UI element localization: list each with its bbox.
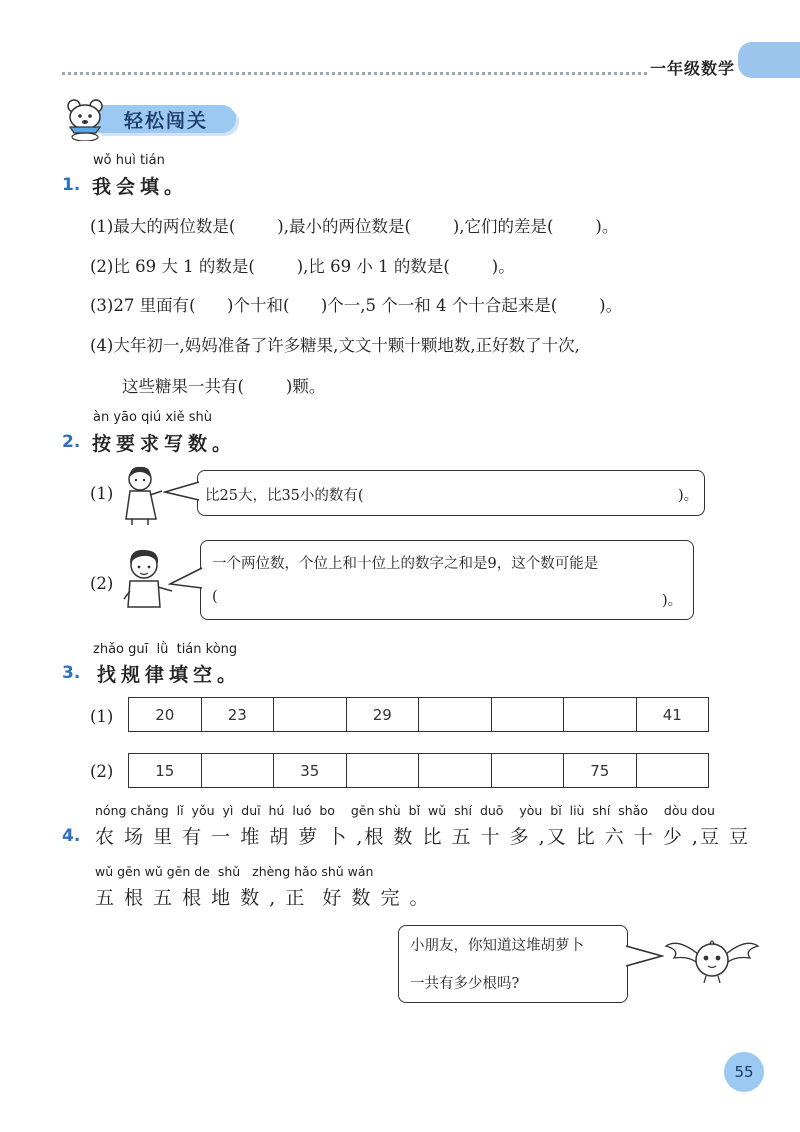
q1-number: 1. [62, 175, 81, 195]
q4-hint-bubble-tail [624, 944, 664, 968]
q3-number: 3. [62, 663, 81, 683]
q2-sub1-answer-space[interactable] [205, 501, 675, 502]
header-dotted-rule [62, 72, 647, 75]
q2-sub2-label: (2) [90, 574, 114, 593]
q2-sub2-text: 一个两位数，个位上和十位上的数字之和是9，这个数可能是 [212, 556, 599, 572]
q3-title: 找规律填空。 [97, 664, 242, 686]
q2-sub1-label: (1) [90, 484, 114, 503]
q1-item-3: (3)27 里面有( )个十和( )个一,5 个一和 4 个十合起来是( )。 [90, 296, 623, 315]
q3-row1-cell[interactable]: 20 [129, 698, 202, 732]
winged-creature-icon [664, 928, 760, 988]
q2-sub2-open: ( [212, 589, 218, 605]
q4-pinyin-line2: wǔ gēn wǔ gēn de shǔ zhèng hǎo shǔ wán [95, 864, 374, 879]
q3-row1-label: (1) [90, 707, 114, 726]
girl-figure-icon [118, 463, 168, 527]
q2-pinyin: àn yāo qiú xiě shù [93, 410, 213, 425]
q4-hint-line2: 一共有多少根吗? [410, 976, 520, 992]
q4-number: 4. [62, 826, 81, 846]
q1-pinyin: wǒ huì tián [93, 153, 165, 168]
q3-row1-cell[interactable] [564, 698, 637, 732]
page-number: 55 [724, 1052, 764, 1092]
q3-row2-cell[interactable] [491, 754, 564, 788]
q1-item-2: (2)比 69 大 1 的数是( ),比 69 小 1 的数是( )。 [90, 257, 515, 276]
q4-pinyin-line1: nóng chǎng lǐ yǒu yì duī hú luó bo gēn shù bǐ wǔ shí duō yòu bǐ liù shí shǎo dòu dou [95, 803, 715, 818]
q3-row2-label: (2) [90, 762, 114, 781]
q2-sub2-answer-space[interactable] [222, 604, 658, 605]
q3-row1-cell[interactable]: 23 [201, 698, 274, 732]
q3-row2-cell[interactable] [346, 754, 419, 788]
q2-sub1-bubble-tail [163, 480, 201, 502]
q3-row2-cell[interactable]: 35 [274, 754, 347, 788]
section-banner-title: 轻松闯关 [124, 110, 209, 132]
q2-sub1-close: )。 [678, 488, 699, 504]
q3-row2-cell[interactable]: 15 [129, 754, 202, 788]
q1-title: 我会填。 [92, 176, 189, 198]
q4-line1: 农 场 里 有 一 堆 胡 萝 卜 ,根 数 比 五 十 多 ,又 比 六 十 少 ,豆 豆 [95, 826, 750, 848]
q2-sub2-close: )。 [662, 593, 683, 609]
q3-row2-cell[interactable] [419, 754, 492, 788]
q1-item-4: (4)大年初一,妈妈准备了许多糖果,文文十颗十颗地数,正好数了十次, [90, 336, 580, 355]
grade-tab [738, 42, 800, 78]
bear-mascot-icon [62, 97, 110, 141]
q1-item-1: (1)最大的两位数是( ),最小的两位数是( ),它们的差是( )。 [90, 217, 619, 236]
q4-line2: 五 根 五 根 地 数 , 正 好 数 完 。 [95, 887, 431, 909]
q1-item-4-cont: 这些糖果一共有( )颗。 [122, 377, 326, 396]
q4-hint-line1: 小朋友，你知道这堆胡萝卜 [410, 938, 584, 954]
q2-number: 2. [62, 432, 81, 452]
q3-row2-cell[interactable] [201, 754, 274, 788]
q2-sub1-text: 比25大，比35小的数有( [205, 488, 364, 504]
q3-row2-table [128, 753, 709, 788]
q3-row1-cell[interactable] [274, 698, 347, 732]
q3-row1-cell[interactable]: 29 [346, 698, 419, 732]
q3-row1-table [128, 697, 709, 732]
grade-label: 一年级数学 [650, 59, 736, 78]
q3-row2-cell[interactable] [636, 754, 709, 788]
q3-row2-cell[interactable]: 75 [564, 754, 637, 788]
q3-row1-cell[interactable] [419, 698, 492, 732]
q2-title: 按要求写数。 [92, 433, 237, 455]
q3-row1-cell[interactable]: 41 [636, 698, 709, 732]
q3-row1-cell[interactable] [491, 698, 564, 732]
q2-sub2-bubble-tail [168, 566, 204, 590]
q3-pinyin: zhǎo guī lǜ tián kòng [93, 642, 238, 657]
